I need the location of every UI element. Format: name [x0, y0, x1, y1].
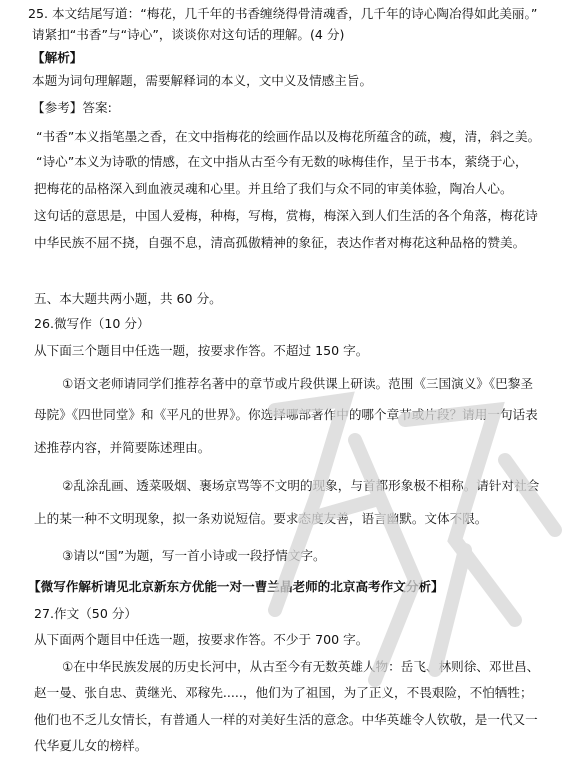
- option-3-text: ③请以“国”为题，写一首小诗或一段抒情文字。: [62, 548, 326, 563]
- writing-analysis-note: 【微写作解析请见北京新东方优能一对一曹兰晶老师的北京高考作文分析】: [28, 579, 444, 594]
- question-27-heading: 27.作文（50 分）: [34, 606, 138, 621]
- option-2-text: ②乱涂乱画、透菜吸烟、裹场京骂等不文明的现象，与首都形象极不相称。请针对社会: [62, 478, 540, 493]
- essay-option-1-text: 赵一曼、张自忠、黄继光、邓稼先.....，他们为了祖国，为了正义，不畏艰险，不怕牺牲；: [34, 685, 533, 700]
- analysis-heading: 【解析】: [32, 50, 83, 65]
- essay-option-1-text: 他们也不乏儿女情长，有普通人一样的对美好生活的意念。中华英雄令人钦敬，是一代又一: [34, 712, 538, 727]
- option-1-text: 母院》《四世同堂》和《平凡的世界》。你选择哪部著作中的哪个章节或片段？请用一句话表: [34, 407, 538, 422]
- answer-line: 这句话的意思是，中国人爱梅，种梅，写梅，赏梅，梅深入到人们生活的各个角落，梅花诗: [34, 208, 538, 223]
- question-26-instruction: 从下面三个题目中任选一题，按要求作答。不超过 150 字。: [34, 343, 369, 358]
- essay-option-1-text: 代华夏儿女的榜样。: [34, 738, 148, 753]
- analysis-text: 本题为词句理解题，需要解释词的本义，文中义及情感主旨。: [32, 73, 373, 88]
- question-25-prompt: 请紧扣“书香”与“诗心”，谈谈你对这句话的理解。(4 分): [32, 27, 345, 42]
- option-1-text: 述推荐内容，并简要陈述理由。: [34, 440, 211, 455]
- option-2-text: 上的某一种不文明现象，拟一条劝说短信。要求态度友善，语言幽默。文体不限。: [34, 511, 488, 526]
- question-27-instruction: 从下面两个题目中任选一题，按要求作答。不少于 700 字。: [34, 632, 369, 647]
- essay-option-1-text: ①在中华民族发展的历史长河中，从古至今有无数英雄人物：岳飞、林则徐、邓世昌、: [62, 659, 540, 674]
- answer-line: 把梅花的品格深入到血液灵魂和心里。并且给了我们与众不同的审美体验，陶冶人心。: [34, 181, 513, 196]
- option-1-text: ①语文老师请同学们推荐名著中的章节或片段供课上研读。范围《三国演义》《巴黎圣: [62, 376, 533, 391]
- answer-heading: 【参考】答案:: [32, 100, 112, 115]
- section-five-heading: 五、本大题共两小题，共 60 分。: [34, 291, 222, 306]
- answer-line: “诗心”本义为诗歌的情感，在文中指从古至今有无数的咏梅佳作，呈于书本，萦绕于心，: [36, 154, 528, 169]
- question-25-text: 25. 本文结尾写道：“梅花，几千年的书香缠绕得骨清魂香，几千年的诗心陶冶得如此美丽。”: [28, 6, 538, 21]
- question-26-heading: 26.微写作（10 分）: [34, 316, 150, 331]
- answer-line: “书香”本义指笔墨之香，在文中指梅花的绘画作品以及梅花所蕴含的疏，瘦，清，斜之美。: [36, 129, 541, 144]
- answer-line: 中华民族不屈不挠，自强不息，清高孤傲精神的象征，表达作者对梅花这种品格的赞美。: [34, 235, 526, 250]
